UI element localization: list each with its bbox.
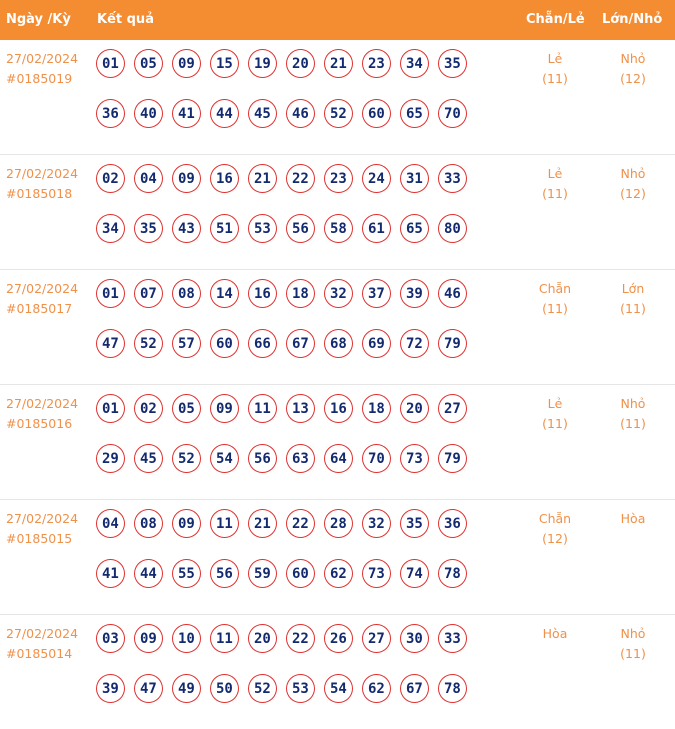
draw-id: #0185014: [6, 646, 73, 661]
lonnho-label: Nhỏ: [620, 51, 646, 66]
header-chanle: Chẵn/Lẻ: [526, 12, 585, 27]
chanle-label: Lẻ: [547, 396, 563, 411]
ball-line: [96, 444, 476, 474]
number-ball: 78: [438, 559, 467, 588]
number-ball: 74: [400, 559, 429, 588]
number-ball: 65: [400, 99, 429, 128]
number-ball: 21: [248, 509, 277, 538]
ball-line: [96, 624, 476, 654]
draw-date: 27/02/2024: [6, 281, 79, 296]
lonnho-label: Hòa: [620, 511, 646, 526]
table-row: [0, 155, 675, 270]
number-ball: 08: [134, 509, 163, 538]
draw-date: 27/02/2024: [6, 51, 79, 66]
number-ball: 03: [96, 624, 125, 653]
number-ball: 26: [324, 624, 353, 653]
number-ball: 29: [96, 444, 125, 473]
number-ball: 69: [362, 329, 391, 358]
number-ball: 62: [324, 559, 353, 588]
number-ball: 34: [96, 214, 125, 243]
number-ball: 70: [362, 444, 391, 473]
number-ball: 47: [134, 674, 163, 703]
ball-line: [96, 279, 476, 309]
number-ball: 52: [248, 674, 277, 703]
number-ball: 09: [134, 624, 163, 653]
number-ball: 57: [172, 329, 201, 358]
draw-date-cell[interactable]: [6, 279, 78, 319]
number-ball: 11: [210, 624, 239, 653]
table-row: [0, 270, 675, 385]
ball-line: [96, 99, 476, 129]
number-ball: 67: [400, 674, 429, 703]
number-ball: 33: [438, 164, 467, 193]
result-balls: [96, 624, 476, 724]
draw-id: #0185017: [6, 301, 73, 316]
number-ball: 46: [438, 279, 467, 308]
number-ball: 49: [172, 674, 201, 703]
number-ball: 61: [362, 214, 391, 243]
chanle-label: Chẵn: [538, 511, 572, 526]
number-ball: 79: [438, 329, 467, 358]
number-ball: 31: [400, 164, 429, 193]
number-ball: 19: [248, 49, 277, 78]
draw-id: #0185015: [6, 531, 73, 546]
number-ball: 20: [400, 394, 429, 423]
lonnho-label: Nhỏ: [620, 166, 646, 181]
number-ball: 40: [134, 99, 163, 128]
ball-line: [96, 509, 476, 539]
number-ball: 21: [248, 164, 277, 193]
number-ball: 23: [324, 164, 353, 193]
number-ball: 60: [286, 559, 315, 588]
number-ball: 35: [400, 509, 429, 538]
draw-date-cell[interactable]: [6, 394, 78, 434]
number-ball: 33: [438, 624, 467, 653]
number-ball: 14: [210, 279, 239, 308]
draw-id: #0185016: [6, 416, 73, 431]
number-ball: 45: [134, 444, 163, 473]
number-ball: 34: [400, 49, 429, 78]
number-ball: 01: [96, 49, 125, 78]
number-ball: 39: [400, 279, 429, 308]
number-ball: 32: [362, 509, 391, 538]
lonnho-cell: [603, 394, 663, 434]
lonnho-count: (11): [620, 301, 646, 316]
number-ball: 46: [286, 99, 315, 128]
number-ball: 05: [134, 49, 163, 78]
chanle-count: (11): [542, 186, 568, 201]
table-row: [0, 615, 675, 729]
number-ball: 37: [362, 279, 391, 308]
number-ball: 52: [324, 99, 353, 128]
ball-line: [96, 559, 476, 589]
result-balls: [96, 509, 476, 609]
lonnho-label: Lớn: [621, 281, 645, 296]
number-ball: 56: [210, 559, 239, 588]
number-ball: 73: [400, 444, 429, 473]
number-ball: 18: [286, 279, 315, 308]
number-ball: 44: [134, 559, 163, 588]
number-ball: 45: [248, 99, 277, 128]
lonnho-count: (11): [620, 646, 646, 661]
number-ball: 35: [438, 49, 467, 78]
chanle-cell: [525, 164, 585, 204]
number-ball: 36: [438, 509, 467, 538]
result-balls: [96, 164, 476, 264]
chanle-cell: [525, 624, 585, 644]
header-result: Kết quả: [97, 12, 154, 27]
ball-line: [96, 49, 476, 79]
number-ball: 59: [248, 559, 277, 588]
number-ball: 50: [210, 674, 239, 703]
lonnho-cell: [603, 624, 663, 664]
draw-date: 27/02/2024: [6, 396, 79, 411]
number-ball: 62: [362, 674, 391, 703]
number-ball: 72: [400, 329, 429, 358]
number-ball: 52: [134, 329, 163, 358]
number-ball: 22: [286, 624, 315, 653]
number-ball: 16: [248, 279, 277, 308]
lonnho-label: Nhỏ: [620, 396, 646, 411]
lonnho-cell: [603, 509, 663, 529]
table-header: [0, 0, 675, 40]
number-ball: 07: [134, 279, 163, 308]
number-ball: 27: [362, 624, 391, 653]
number-ball: 28: [324, 509, 353, 538]
number-ball: 55: [172, 559, 201, 588]
number-ball: 60: [362, 99, 391, 128]
number-ball: 13: [286, 394, 315, 423]
number-ball: 02: [134, 394, 163, 423]
number-ball: 66: [248, 329, 277, 358]
number-ball: 58: [324, 214, 353, 243]
number-ball: 27: [438, 394, 467, 423]
chanle-count: (12): [542, 531, 568, 546]
number-ball: 02: [96, 164, 125, 193]
draw-date: 27/02/2024: [6, 511, 79, 526]
number-ball: 04: [134, 164, 163, 193]
number-ball: 67: [286, 329, 315, 358]
number-ball: 39: [96, 674, 125, 703]
header-lonnho: Lớn/Nhỏ: [602, 12, 663, 27]
number-ball: 53: [286, 674, 315, 703]
chanle-cell: [525, 49, 585, 89]
draw-date: 27/02/2024: [6, 626, 79, 641]
ball-line: [96, 394, 476, 424]
number-ball: 79: [438, 444, 467, 473]
lonnho-cell: [603, 49, 663, 89]
chanle-label: Lẻ: [547, 51, 563, 66]
result-balls: [96, 279, 476, 379]
number-ball: 63: [286, 444, 315, 473]
draw-date: 27/02/2024: [6, 166, 79, 181]
number-ball: 64: [324, 444, 353, 473]
number-ball: 52: [172, 444, 201, 473]
chanle-label: Chẵn: [538, 281, 572, 296]
lonnho-count: (12): [620, 186, 646, 201]
number-ball: 56: [286, 214, 315, 243]
number-ball: 09: [172, 49, 201, 78]
number-ball: 60: [210, 329, 239, 358]
lonnho-count: (11): [620, 416, 646, 431]
lonnho-cell: [603, 164, 663, 204]
number-ball: 73: [362, 559, 391, 588]
draw-id: #0185019: [6, 71, 73, 86]
result-balls: [96, 394, 476, 494]
number-ball: 01: [96, 279, 125, 308]
number-ball: 21: [324, 49, 353, 78]
number-ball: 36: [96, 99, 125, 128]
number-ball: 09: [172, 509, 201, 538]
number-ball: 22: [286, 164, 315, 193]
number-ball: 08: [172, 279, 201, 308]
number-ball: 22: [286, 509, 315, 538]
number-ball: 47: [96, 329, 125, 358]
lonnho-count: (12): [620, 71, 646, 86]
number-ball: 10: [172, 624, 201, 653]
draw-id: #0185018: [6, 186, 73, 201]
number-ball: 54: [210, 444, 239, 473]
number-ball: 09: [210, 394, 239, 423]
table-row: [0, 385, 675, 500]
draw-date-cell[interactable]: [6, 49, 78, 89]
chanle-count: (11): [542, 416, 568, 431]
number-ball: 24: [362, 164, 391, 193]
results-table: [0, 40, 675, 729]
number-ball: 11: [210, 509, 239, 538]
chanle-cell: [525, 279, 585, 319]
number-ball: 32: [324, 279, 353, 308]
table-row: [0, 40, 675, 155]
chanle-count: (11): [542, 71, 568, 86]
number-ball: 41: [96, 559, 125, 588]
number-ball: 20: [286, 49, 315, 78]
ball-line: [96, 164, 476, 194]
draw-date-cell[interactable]: [6, 624, 78, 664]
number-ball: 44: [210, 99, 239, 128]
number-ball: 16: [210, 164, 239, 193]
number-ball: 53: [248, 214, 277, 243]
number-ball: 43: [172, 214, 201, 243]
number-ball: 23: [362, 49, 391, 78]
number-ball: 56: [248, 444, 277, 473]
number-ball: 11: [248, 394, 277, 423]
lonnho-cell: [603, 279, 663, 319]
number-ball: 65: [400, 214, 429, 243]
number-ball: 15: [210, 49, 239, 78]
number-ball: 18: [362, 394, 391, 423]
chanle-cell: [525, 509, 585, 549]
number-ball: 41: [172, 99, 201, 128]
ball-line: [96, 214, 476, 244]
header-date: Ngày /Kỳ: [6, 12, 71, 27]
table-row: [0, 500, 675, 615]
number-ball: 35: [134, 214, 163, 243]
number-ball: 09: [172, 164, 201, 193]
number-ball: 16: [324, 394, 353, 423]
number-ball: 68: [324, 329, 353, 358]
chanle-label: Hòa: [542, 626, 568, 641]
number-ball: 70: [438, 99, 467, 128]
number-ball: 51: [210, 214, 239, 243]
chanle-cell: [525, 394, 585, 434]
lonnho-label: Nhỏ: [620, 626, 646, 641]
chanle-label: Lẻ: [547, 166, 563, 181]
number-ball: 30: [400, 624, 429, 653]
number-ball: 04: [96, 509, 125, 538]
chanle-count: (11): [542, 301, 568, 316]
number-ball: 01: [96, 394, 125, 423]
number-ball: 05: [172, 394, 201, 423]
number-ball: 54: [324, 674, 353, 703]
draw-date-cell[interactable]: [6, 164, 78, 204]
result-balls: [96, 49, 476, 149]
number-ball: 78: [438, 674, 467, 703]
ball-line: [96, 674, 476, 704]
number-ball: 80: [438, 214, 467, 243]
draw-date-cell[interactable]: [6, 509, 78, 549]
ball-line: [96, 329, 476, 359]
number-ball: 20: [248, 624, 277, 653]
